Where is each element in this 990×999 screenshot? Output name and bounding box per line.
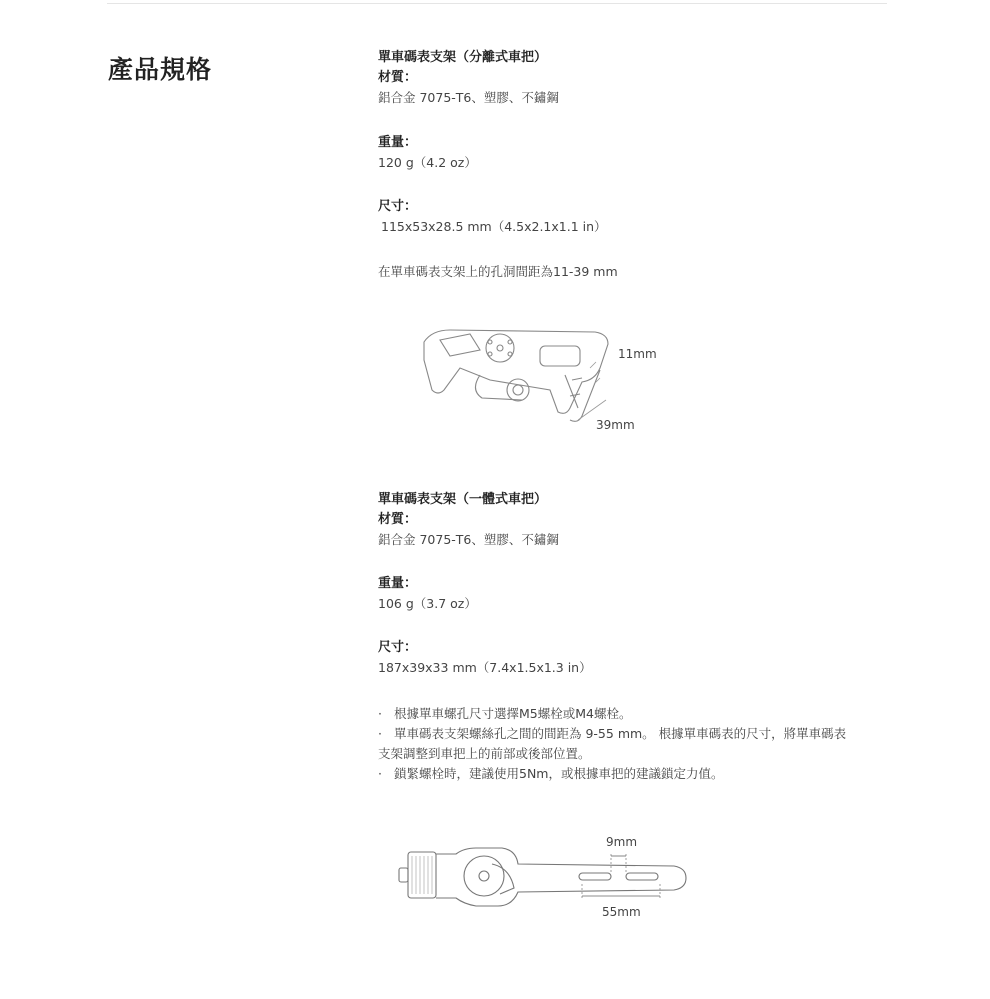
product1-size [378, 197, 607, 237]
product2-size [378, 638, 592, 678]
bullet-dot: · [378, 766, 382, 781]
product1-specs [378, 48, 559, 108]
product1-weight-value: 120 g（4.2 oz） [378, 155, 477, 170]
top-divider [107, 3, 887, 4]
product2-weight-value: 106 g（3.7 oz） [378, 596, 477, 611]
product1-weight-label: 重量： [378, 135, 418, 150]
bullet-dot: · [378, 726, 382, 741]
product1-material: 鋁合金 7075-T6、塑膠、不鏽鋼 [378, 90, 559, 105]
product2-specs [378, 490, 559, 550]
list-item: · 根據單車螺孔尺寸選擇M5螺栓或M4螺栓。 [378, 704, 858, 724]
product2-weight-label: 重量： [378, 576, 418, 591]
product2-weight [378, 574, 477, 614]
product2-material: 鋁合金 7075-T6、塑膠、不鏽鋼 [378, 532, 559, 547]
list-item: · 鎖緊螺栓時，建議使用5Nm，或根據車把的建議鎖定力值。 [378, 764, 858, 784]
product2-notes [378, 704, 858, 784]
product1-size-label: 尺寸： [378, 199, 418, 214]
product1-material-label: 材質： [378, 70, 418, 85]
product2-name: 單車碼表支架（一體式車把） [378, 492, 548, 507]
product2-dim-large: 55mm [602, 905, 641, 919]
product2-dim-small: 9mm [606, 835, 638, 849]
product1-size-value: 115x53x28.5 mm（4.5x2.1x1.1 in） [381, 219, 607, 234]
product2-diagram [392, 828, 702, 928]
product1-weight [378, 133, 477, 173]
product2-size-label: 尺寸： [378, 640, 418, 655]
section-title: 產品規格 [108, 55, 213, 84]
product2-material-label: 材質： [378, 512, 418, 527]
bullet-dot: · [378, 706, 382, 721]
product1-diagram [410, 320, 670, 440]
product1-dim-small: 11mm [618, 347, 657, 361]
list-item: · 單車碼表支架螺絲孔之間的間距為 9-55 mm。 根據單車碼表的尺寸，將單車碼表支架調整到車把上的前部或後部位置。 [378, 726, 847, 761]
product1-hole-note: 在單車碼表支架上的孔洞間距為11-39 mm [378, 264, 618, 279]
product1-dim-large: 39mm [596, 418, 635, 432]
product1-name: 單車碼表支架（分離式車把） [378, 50, 548, 65]
product2-size-value: 187x39x33 mm（7.4x1.5x1.3 in） [378, 660, 592, 675]
